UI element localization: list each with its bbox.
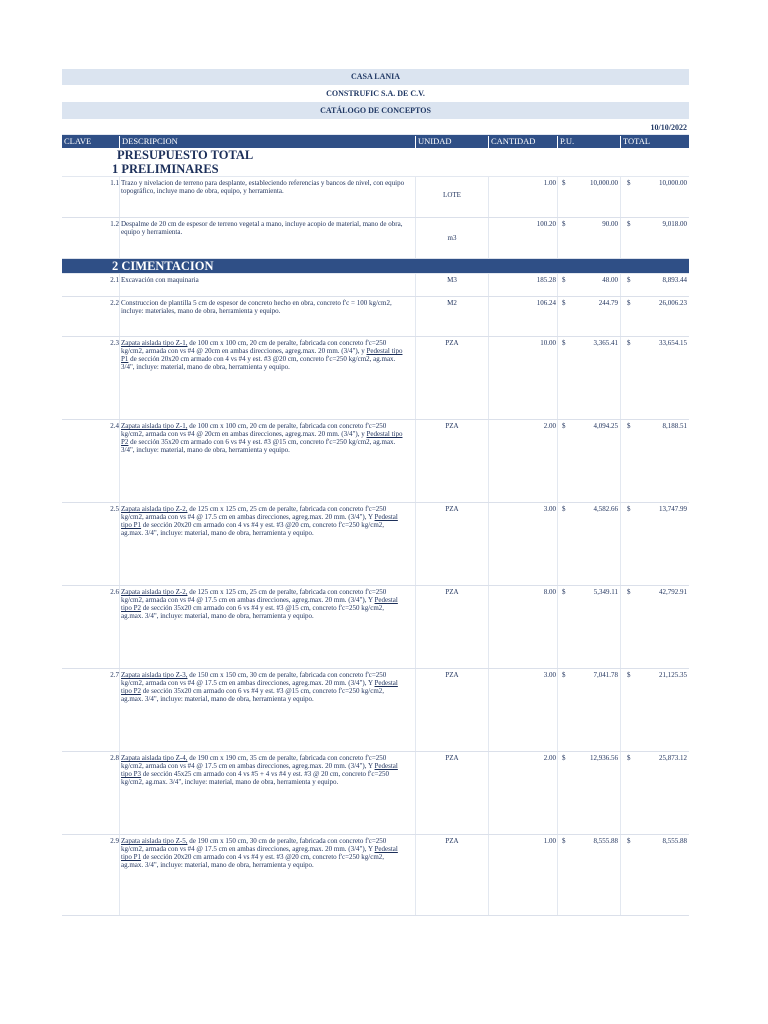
item-unit-price: 4,094.25 xyxy=(593,422,618,430)
currency-symbol: $ xyxy=(562,671,566,679)
gridline xyxy=(488,835,489,915)
item-total: 26,006.23 xyxy=(659,299,687,307)
gridline xyxy=(620,297,621,336)
gridline xyxy=(557,503,558,585)
currency-symbol: $ xyxy=(627,276,631,284)
item-quantity: 1.00 xyxy=(543,179,556,187)
item-code: 2.5 xyxy=(110,505,119,513)
gridline xyxy=(620,503,621,585)
gridline xyxy=(620,586,621,668)
gridline xyxy=(620,752,621,834)
gridline xyxy=(119,297,120,336)
pedestal-type: Pedestal tipo P3 xyxy=(121,762,398,778)
item-code: 1.1 xyxy=(110,179,119,187)
item-description: Construccion de plantilla 5 cm de espesor de concreto hecho en obra, concreto f'c = 100 kg/cm2, incluye: materiales, mano de obra, herramienta y equipo. xyxy=(121,299,392,315)
column-header-row xyxy=(62,135,689,148)
item-unit: LOTE xyxy=(443,191,461,199)
item-unit-price: 10,000.00 xyxy=(590,179,618,187)
gridline xyxy=(415,752,416,834)
item-quantity: 100.20 xyxy=(536,220,556,228)
item-code: 2.3 xyxy=(110,339,119,347)
currency-symbol: $ xyxy=(627,220,631,228)
currency-symbol: $ xyxy=(627,179,631,187)
item-unit-price: 12,936.56 xyxy=(590,754,618,762)
item-unit-price: 4,582.66 xyxy=(593,505,618,513)
group-label: 1 PRELIMINARES xyxy=(112,162,219,176)
item-quantity: 2.00 xyxy=(543,422,556,430)
item-code: 2.8 xyxy=(110,754,119,762)
item-unit-price: 7,041.78 xyxy=(593,671,618,679)
gridline xyxy=(488,420,489,502)
budget-title-row xyxy=(62,148,689,162)
gridline xyxy=(557,337,558,419)
item-description: Zapata aislada tipo Z-5, de 190 cm x 150 cm, 30 cm de peralte, fabricada con concreto f'c=250 kg/cm2, armada con vs #4 @ 17.5 cm en ambas direcciones, agreg.max. 20 mm. (3/4"), Y Pedestal tipo P1 de sección 20x20 cm armado con 4 vs #4 y est. #3 @20 cm, concreto f'c=250 kg/cm2, ag.max. 3/4", incluye: material, mano de obra, herramienta y equipo. xyxy=(121,837,398,869)
item-description: Excavación con maquinaria xyxy=(121,276,199,284)
currency-symbol: $ xyxy=(562,422,566,430)
currency-symbol: $ xyxy=(562,179,566,187)
spreadsheet xyxy=(62,69,689,916)
item-unit: PZA xyxy=(445,422,459,430)
item-description: Zapata aislada tipo Z-2, de 125 cm x 125 cm, 25 cm de peralte, fabricada con concreto f'c=250 kg/cm2, armada con vs #4 @ 17.5 cm en ambas direcciones, agreg.max. 20 mm. (3/4"), Y Pedestal tipo P2 de sección 35x20 cm armado con 6 vs #4 y est. #3 @15 cm, concreto f'c=250 kg/cm2, ag.max. 3/4", incluye: material, mano de obra, herramienta y equipo. xyxy=(121,588,398,620)
item-code: 2.1 xyxy=(110,276,119,284)
gridline xyxy=(557,420,558,502)
item-code: 2.4 xyxy=(110,422,119,430)
document-title: CATÁLOGO DE CONCEPTOS xyxy=(62,103,689,120)
item-unit: PZA xyxy=(445,505,459,513)
gridline xyxy=(488,669,489,751)
gridline xyxy=(415,337,416,419)
gridline xyxy=(119,835,120,915)
currency-symbol: $ xyxy=(627,671,631,679)
gridline xyxy=(119,274,120,296)
col-unidad: UNIDAD xyxy=(415,136,452,148)
item-total: 9,018.00 xyxy=(662,220,687,228)
col-cantidad: CANTIDAD xyxy=(488,136,535,148)
col-clave: CLAVE xyxy=(64,136,92,146)
group-header-row xyxy=(62,162,689,177)
item-total: 13,747.99 xyxy=(659,505,687,513)
item-description: Trazo y nivelacion de terreno para desplante, estableciendo referencias y bancos de nivel, con equipo topográfico, incluye mano de obra, equipo, y herramienta. xyxy=(121,179,405,195)
item-unit-price: 5,349.11 xyxy=(593,588,618,596)
item-unit-price: 90.00 xyxy=(602,220,618,228)
footing-type: Zapata aislada tipo Z-5, xyxy=(121,837,188,845)
item-quantity: 106.24 xyxy=(536,299,556,307)
gridline xyxy=(557,274,558,296)
item-unit: PZA xyxy=(445,671,459,679)
currency-symbol: $ xyxy=(627,837,631,845)
item-description: Zapata aislada tipo Z-1, de 100 cm x 100 cm, 20 cm de peralte, fabricada con concreto f'c=250 kg/cm2, armada con vs #4 @ 20cm en ambas direcciones, agreg.max. 20 mm. (3/4"), y Pedestal tipo P2 de sección 35x20 cm armado con 6 vs #4 y est. #3 @15 cm, concreto f'c=250 kg/cm2, ag.max. 3/4", incluye: material, mano de obra, herramienta y equipo. xyxy=(121,422,403,454)
item-description: Despalme de 20 cm de espesor de terreno vegetal a mano, incluye acopio de material, mano de obra, equipo y herramienta. xyxy=(121,220,403,236)
item-quantity: 2.00 xyxy=(543,754,556,762)
col-pu: P.U. xyxy=(557,136,574,148)
gridline xyxy=(415,420,416,502)
subcompany-name: CONSTRUFIC S.A. DE C.V. xyxy=(62,86,689,103)
gridline xyxy=(415,586,416,668)
gridline xyxy=(557,586,558,668)
item-quantity: 10.00 xyxy=(540,339,556,347)
currency-symbol: $ xyxy=(627,339,631,347)
item-code: 1.2 xyxy=(110,220,119,228)
table-row xyxy=(62,420,689,503)
col-total: TOTAL xyxy=(620,136,650,148)
gridline xyxy=(119,177,120,217)
item-quantity: 3.00 xyxy=(543,671,556,679)
item-unit: PZA xyxy=(445,754,459,762)
table-row xyxy=(62,752,689,835)
table-row xyxy=(62,177,689,218)
budget-title: PRESUPUESTO TOTAL xyxy=(117,148,254,162)
currency-symbol: $ xyxy=(562,339,566,347)
footing-type: Zapata aislada tipo Z-1, xyxy=(121,422,188,430)
gridline xyxy=(557,297,558,336)
gridline xyxy=(620,420,621,502)
footing-type: Zapata aislada tipo Z-2, xyxy=(121,588,188,596)
gridline xyxy=(119,503,120,585)
pedestal-type: Pedestal tipo P1 xyxy=(121,513,398,529)
item-description: Zapata aislada tipo Z-3, de 150 cm x 150 cm, 30 cm de peralte, fabricada con concreto f'c=250 kg/cm2, armada con vs #4 @ 17.5 cm en ambas direcciones, agreg.max. 20 mm. (3/4"), Y Pedestal tipo P2 de sección 35x20 cm armado con 6 vs #4 y est. #3 @15 cm, concreto f'c=250 kg/cm2, ag.max. 3/4", incluye: material, mano de obra, herramienta y equipo. xyxy=(121,671,398,703)
gridline xyxy=(620,274,621,296)
item-unit: m3 xyxy=(447,234,457,242)
item-code: 2.7 xyxy=(110,671,119,679)
pedestal-type: Pedestal tipo P1 xyxy=(121,347,403,363)
item-total: 33,654.15 xyxy=(659,339,687,347)
table-row xyxy=(62,274,689,297)
item-quantity: 185.28 xyxy=(536,276,556,284)
gridline xyxy=(488,503,489,585)
item-description: Zapata aislada tipo Z-2, de 125 cm x 125 cm, 25 cm de peralte, fabricada con concreto f'c=250 kg/cm2, armada con vs #4 @ 17.5 cm en ambas direcciones, agreg.max. 20 mm. (3/4"), Y Pedestal tipo P1 de sección 20x20 cm armado con 4 vs #4 y est. #3 @20 cm, concreto f'c=250 kg/cm2, ag.max. 3/4", incluye: material, mano de obra, herramienta y equipo. xyxy=(121,505,398,537)
item-description: Zapata aislada tipo Z-1, de 100 cm x 100 cm, 20 cm de peralte, fabricada con concreto f'c=250 kg/cm2, armada con vs #4 @ 20cm en ambas direcciones, agreg.max. 20 mm. (3/4"), y Pedestal tipo P1 de sección 20x20 cm armado con 4 vs #4 y est. #3 @20 cm, concreto f'c=250 kg/cm2, ag.max. 3/4", incluye: material, mano de obra, herramienta y equipo. xyxy=(121,339,403,371)
item-total: 10,000.00 xyxy=(659,179,687,187)
footing-type: Zapata aislada tipo Z-1, xyxy=(121,339,188,347)
item-total: 21,125.35 xyxy=(659,671,687,679)
gridline xyxy=(557,218,558,258)
item-unit: PZA xyxy=(445,588,459,596)
gridline xyxy=(620,177,621,217)
gridline xyxy=(119,669,120,751)
group-label: 2 CIMENTACION xyxy=(112,259,214,273)
item-total: 8,188.51 xyxy=(662,422,687,430)
currency-symbol: $ xyxy=(562,588,566,596)
currency-symbol: $ xyxy=(562,837,566,845)
currency-symbol: $ xyxy=(562,220,566,228)
item-total: 8,893.44 xyxy=(662,276,687,284)
item-description: Zapata aislada tipo Z-4, de 190 cm x 190 cm, 35 cm de peralte, fabricada con concreto f'c=250 kg/cm2, armada con vs #4 @ 17.5 cm en ambas direcciones, agreg.max. 20 mm. (3/4"), Y Pedestal tipo P3 de sección 45x25 cm armado con 4 vs #5 + 4 vs #4 y est. #3 @ 20 cm, concreto f'c=250 kg/cm2, ag.max. 3/4", incluye: material, mano de obra, herramienta y equipo. xyxy=(121,754,398,786)
footing-type: Zapata aislada tipo Z-4, xyxy=(121,754,188,762)
gridline xyxy=(620,337,621,419)
group-header-row xyxy=(62,259,689,274)
pedestal-type: Pedestal tipo P2 xyxy=(121,430,403,446)
gridline xyxy=(557,177,558,217)
table-row xyxy=(62,297,689,337)
currency-symbol: $ xyxy=(627,754,631,762)
document-date: 10/10/2022 xyxy=(650,123,687,132)
pedestal-type: Pedestal tipo P2 xyxy=(121,596,398,612)
table-row xyxy=(62,218,689,259)
item-code: 2.6 xyxy=(110,588,119,596)
gridline xyxy=(620,669,621,751)
gridline xyxy=(488,337,489,419)
currency-symbol: $ xyxy=(562,276,566,284)
pedestal-type: Pedestal tipo P1 xyxy=(121,845,398,861)
item-quantity: 1.00 xyxy=(543,837,556,845)
gridline xyxy=(620,835,621,915)
table-row xyxy=(62,586,689,669)
gridline xyxy=(415,669,416,751)
table-row xyxy=(62,337,689,420)
item-code: 2.2 xyxy=(110,299,119,307)
item-unit: PZA xyxy=(445,837,459,845)
gridline xyxy=(557,752,558,834)
item-total: 25,873.12 xyxy=(659,754,687,762)
gridline xyxy=(415,503,416,585)
item-code: 2.9 xyxy=(110,837,119,845)
gridline xyxy=(119,752,120,834)
currency-symbol: $ xyxy=(627,505,631,513)
table-row xyxy=(62,669,689,752)
item-unit-price: 48.00 xyxy=(602,276,618,284)
item-unit-price: 8,555.88 xyxy=(593,837,618,845)
table-row xyxy=(62,835,689,916)
item-unit: M2 xyxy=(447,299,457,307)
pedestal-type: Pedestal tipo P2 xyxy=(121,679,398,695)
gridline xyxy=(415,835,416,915)
gridline xyxy=(119,218,120,258)
footing-type: Zapata aislada tipo Z-3, xyxy=(121,671,188,679)
item-unit-price: 3,365.41 xyxy=(593,339,618,347)
item-quantity: 3.00 xyxy=(543,505,556,513)
item-unit-price: 244.79 xyxy=(598,299,618,307)
gridline xyxy=(488,586,489,668)
gridline xyxy=(119,337,120,419)
gridline xyxy=(557,669,558,751)
currency-symbol: $ xyxy=(627,588,631,596)
currency-symbol: $ xyxy=(562,754,566,762)
item-total: 8,555.88 xyxy=(662,837,687,845)
gridline xyxy=(488,752,489,834)
item-unit: M3 xyxy=(447,276,457,284)
footing-type: Zapata aislada tipo Z-2, xyxy=(121,505,188,513)
currency-symbol: $ xyxy=(627,422,631,430)
currency-symbol: $ xyxy=(562,299,566,307)
gridline xyxy=(620,218,621,258)
item-quantity: 8.00 xyxy=(543,588,556,596)
currency-symbol: $ xyxy=(627,299,631,307)
item-unit: PZA xyxy=(445,339,459,347)
item-total: 42,792.91 xyxy=(659,588,687,596)
company-name: CASA LANIA xyxy=(62,69,689,86)
gridline xyxy=(119,586,120,668)
gridline xyxy=(119,420,120,502)
date-row xyxy=(62,120,689,135)
concept-groups xyxy=(62,162,689,916)
col-descripcion: DESCRIPCION xyxy=(119,136,178,148)
currency-symbol: $ xyxy=(562,505,566,513)
table-row xyxy=(62,503,689,586)
gridline xyxy=(557,835,558,915)
